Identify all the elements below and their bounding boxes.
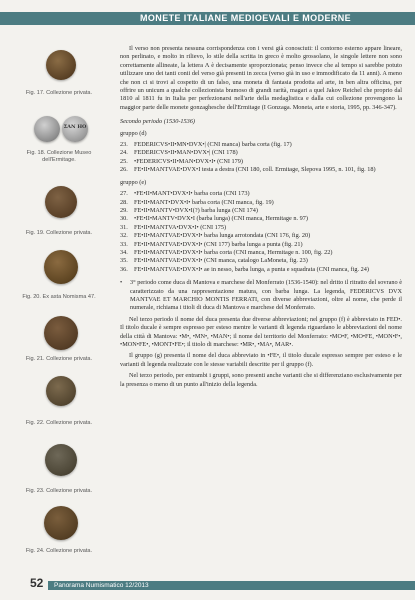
figure-caption: Fig. 19. Collezione privata. xyxy=(25,230,93,236)
coin-image xyxy=(44,250,78,284)
coin-image xyxy=(45,186,77,218)
intro-paragraph: Il verso non presenta nessuna corrispondenza con i versi già conosciuti: il contorno esterno appare lineare, non perlinato, e molto in rilievo, lo stile della scritta in greco è molto grossolano, le singole lettere non sono correttamente allineate, la lettera Λ è decisamente sproporzionata; penso invece che al tempo si sarebbe potuto utilizzare uno dei tanti conii del verso già presenti in zecca (verso già in uso e immodificato da 11 anni). A meno che non ci si trovi al cospetto di un falso, una moneta di fantasia prodotta ad arte, in ben altra officina, per offrire un unicum a qualche collezionista bramoso di grandi rarità, magari a quel Jakov Reichel che proprio dal 1810 al 1811 fu in Italia per perfezionarsi nell'arte della medaglistica e dalla cui collezione provengono la maggior parte delle monete gonzaghesche dell'Ermitage (I Gonzaga. Moneta, arte e storia, 1995, pp. 346-347). xyxy=(120,45,402,111)
list-item: 32. FE•II•MANTVAE•DVX•I• barba lunga arrotondata (CNI 176, fig. 20) xyxy=(120,232,311,240)
list-item: 36. FE•II•MANTVAE•DVX•I• ae in nesso, barba lunga, a punta e squadrata (CNI manca, fig. 24) xyxy=(120,265,369,273)
group-d-heading: gruppo (d) xyxy=(120,129,147,137)
list-item: 23. FEDERICVS•II•MN•DVX•| (CNI manca) barba corta (fig. 17) xyxy=(120,141,292,149)
list-item: 33. FE•II•MANTVAE•DVX•I• (CNI 177) barba lunga a punta (fig. 21) xyxy=(120,240,303,248)
section-title: MONETE ITALIANE MEDIOEVALI E MODERNE xyxy=(140,13,352,23)
coin-obverse-image xyxy=(34,116,60,142)
list-item: 34. FE•II•MANTVAE•DVX•I• barba corta (CNI manca, Hermitage n. 100, fig. 22) xyxy=(120,248,333,256)
figure-caption: Fig. 21. Collezione privata. xyxy=(25,356,93,362)
list-item: 30. •FE•II•MANTV•DVX•I (barba lunga) (CNI manca, Hermitage n. 97) xyxy=(120,215,308,223)
coin-image xyxy=(45,444,77,476)
coin-image xyxy=(44,506,78,540)
list-item: 29. FE•II•MANTV•DVX•I(?) barba lunga (CNI 174) xyxy=(120,206,258,214)
group-d-list xyxy=(120,141,402,175)
figure-caption: Fig. 20. Ex asta Nomisma 47. xyxy=(22,294,96,300)
page-footer xyxy=(0,575,415,592)
publication-name: Panorama Numismatico 12/2013 xyxy=(54,582,149,589)
list-item: 28. FE•II•MANT•DVX•I• barba corta (CNI manca, fig. 19) xyxy=(120,198,274,206)
figure-caption: Fig. 18. Collezione Museo dell'Ermitage. xyxy=(26,150,92,163)
figure-caption: Fig. 24. Collezione privata. xyxy=(25,548,93,554)
figure-caption: Fig. 23. Collezione privata. xyxy=(25,488,93,494)
figure-column xyxy=(0,30,118,570)
figure-caption: Fig. 17. Collezione privata. xyxy=(25,90,93,96)
group-e-list xyxy=(120,190,402,274)
list-item: 24. FEDERICVS•II•MAN•DVX•| (CNI 178) xyxy=(120,149,238,157)
list-item: 31. FE•II•MANTVA•DVX•I• (CNI 175) xyxy=(120,223,227,231)
list-item: 26. FE•II•MANTVAE•DVX•I testa a destra (CNI 180, coll. Ermitage, Slepova 1995, n. 101, fig. 18) xyxy=(120,166,376,174)
coin-image xyxy=(46,376,76,406)
period-heading: Secondo periodo (1530-1536) xyxy=(120,118,195,126)
figure-caption: Fig. 22. Collezione privata. xyxy=(25,420,93,426)
third-period-paragraph: • 3° periodo come duca di Mantova e marchese del Monferrato (1536-1540): nel dritto il ritratto del sovrano è caratterizzato da una rappresentazione matura, con barba lunga. La legenda, FEDERICVS DVX MANTVAE ET MARCHIO MONTIS FERRATI, con diverse abbreviazioni, oltre al nome, che perde il numerale, richiama i titoli di duca di Mantova e marchese del Monferrato. xyxy=(120,279,402,312)
page-number: 52 xyxy=(30,576,44,590)
bullet-icon: • xyxy=(120,279,123,287)
coin-image xyxy=(44,316,78,350)
coin-reverse-image xyxy=(62,116,88,142)
third-period-detail-paragraph: Nel terzo periodo il nome del duca presenta due diverse abbreviazioni; nel gruppo (f) è abbreviato in FED•. Il titolo ducale è sempre espresso per esteso mentre le varianti di legenda riguardano le abbreviazioni del nome della città di Mantova: •M•, •MN•, •MAN•; il nome del territorio del Monferrato: •MO•F, •MO•FE, •MON•F•, •MON•FE•, •MONT•FE•; il titolo di marchese: •MR•, •MA•, MAR•. xyxy=(120,315,402,348)
list-item: 27. •FE•II•MANT•DVX•I• barba corta (CNI 173) xyxy=(120,190,250,198)
group-e-heading: gruppo (e) xyxy=(120,178,147,186)
section-header xyxy=(0,12,415,25)
list-item: 25. •FEDERICVS•II•MAN•DVX•I• (CNI 179) xyxy=(120,157,243,165)
group-g-paragraph: Il gruppo (g) presenta il nome del duca abbreviato in •FE•, il titolo ducale espresso sempre per esteso e le varianti di legenda realizzate con le stesse variabili descritte per il gruppo (f). xyxy=(120,352,402,368)
article-body xyxy=(120,45,402,392)
coin-image xyxy=(46,50,76,80)
closing-paragraph: Nel terzo periodo, per entrambi i gruppi, sono presenti anche varianti che si differenziano esclusivamente per la presenza o meno di un punto all'inizio della legenda. xyxy=(120,372,402,388)
list-item: 35. FE•II•MANTVAE•DVX•I• (CNI manca, catalogo LaMoneta, fig. 23) xyxy=(120,257,308,265)
coin-legend: ΣAN HO xyxy=(63,124,87,130)
